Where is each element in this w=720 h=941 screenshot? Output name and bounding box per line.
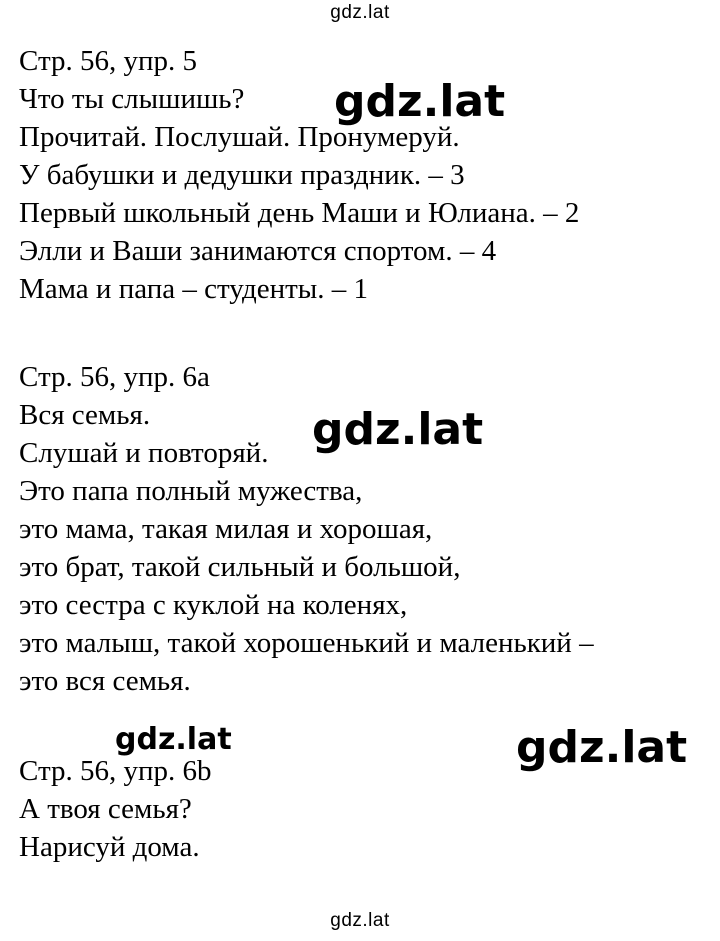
watermark: gdz.lat [516,722,688,773]
poem-line: это мама, такая милая и хорошая, [19,513,433,545]
poem-line: Это папа полный мужества, [19,475,363,507]
text-line: Мама и папа – студенты. – 1 [19,273,368,305]
watermark: gdz.lat [334,76,506,127]
text-line: Слушай и повторяй. [19,437,269,469]
text-line: Первый школьный день Маши и Юлиана. – 2 [19,197,580,229]
text-line: Прочитай. Послушай. Пронумеруй. [19,121,460,153]
watermark: gdz.lat [115,722,232,757]
text-line: Нарисуй дома. [19,831,200,863]
exercise-title: Стр. 56, упр. 5 [19,45,198,77]
exercise-6b [19,752,212,866]
poem-line: это сестра с куклой на коленях, [19,589,408,621]
text-line: Что ты слышишь? [19,83,245,115]
poem-line: это вся семья. [19,665,191,697]
poem-line: это малыш, такой хорошенький и маленький – [19,627,594,659]
poem-line: это брат, такой сильный и большой, [19,551,461,583]
exercise-title: Стр. 56, упр. 6a [19,361,210,393]
exercise-6a [19,358,594,700]
page-footer: gdz.lat [330,910,390,931]
exercise-title: Стр. 56, упр. 6b [19,755,212,787]
watermark: gdz.lat [312,404,484,455]
text-line: Вся семья. [19,399,151,431]
text-line: Элли и Ваши занимаются спортом. – 4 [19,235,497,267]
text-line: У бабушки и дедушки праздник. – 3 [19,159,465,191]
text-line: А твоя семья? [19,793,192,825]
page-header: gdz.lat [330,2,390,23]
